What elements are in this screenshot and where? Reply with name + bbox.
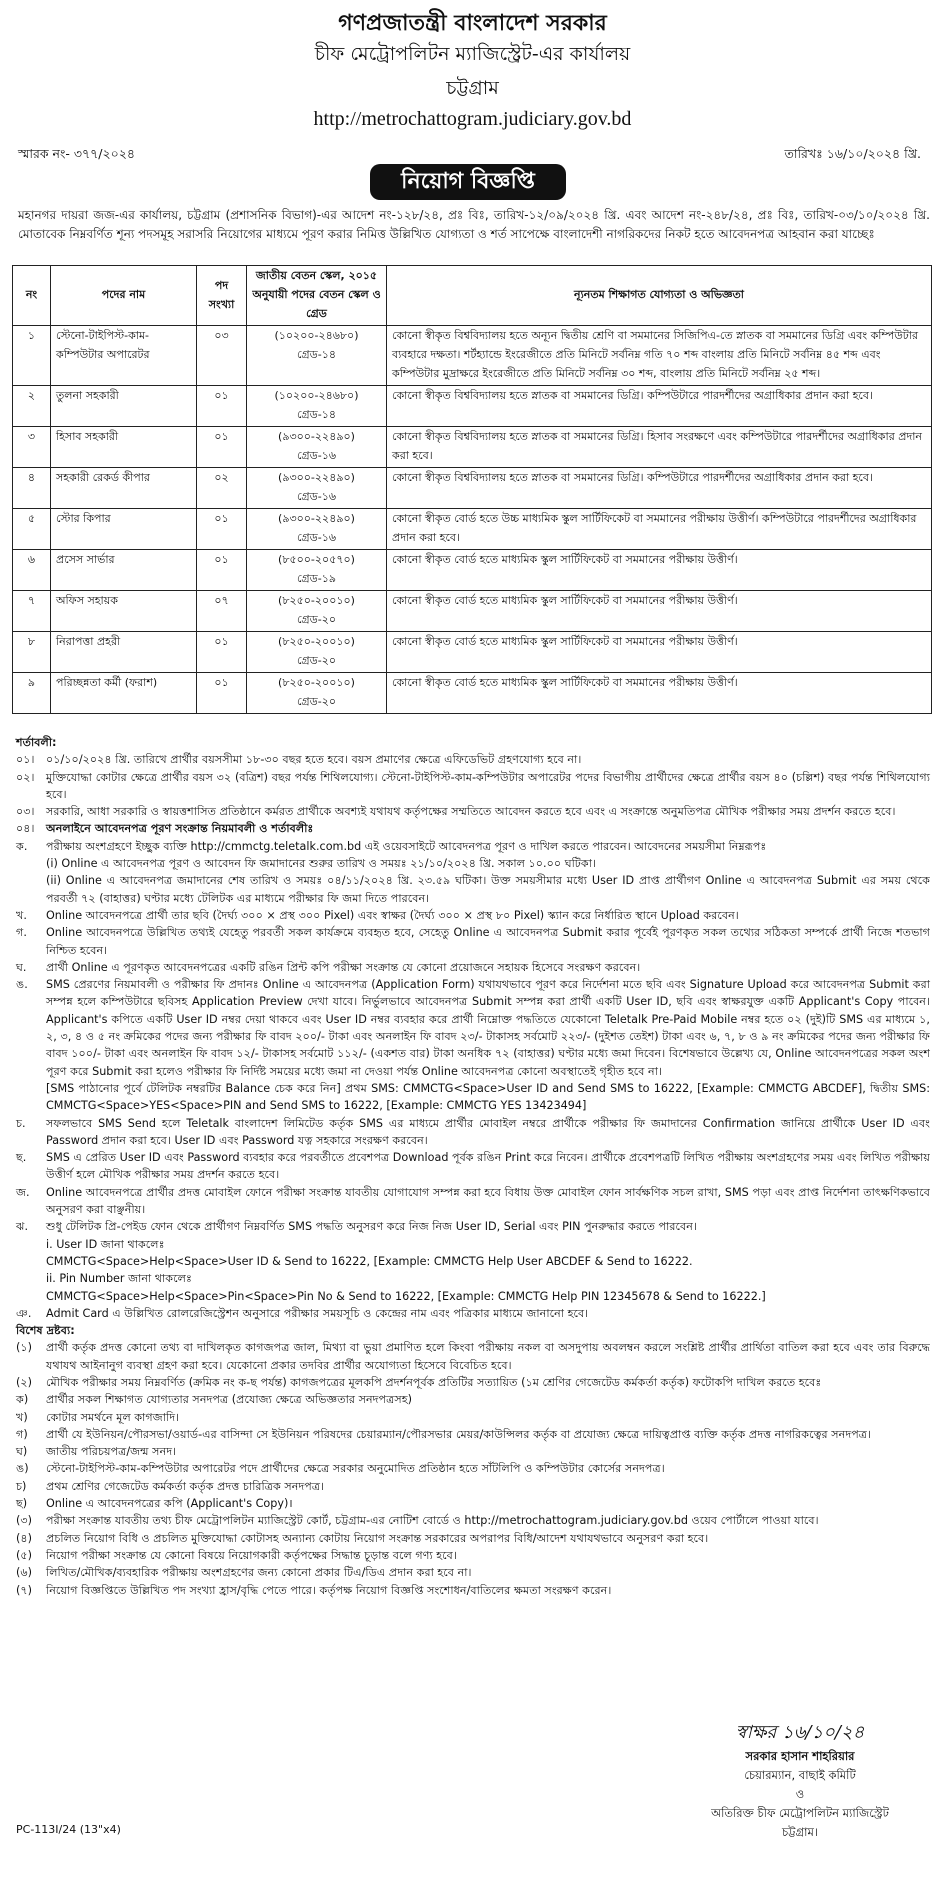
special-note-item-text: প্রার্থীর সকল শিক্ষাগত যোগ্যতার সনদপত্র (প্রযোজ্য ক্ষেত্রে অভিজ্ঞতার সনদপত্রসহ)	[46, 1393, 412, 1407]
condition-item-text: সরকারি, আধা সরকারি ও স্বায়ত্তশাসিত প্রতিষ্ঠানে কর্মরত প্রার্থীকে অবশ্যই যথাযথ কর্তৃপক্ষের সম্মতিতে আবেদন করতে হবে এবং এ সংক্রান্তে অনুমতিপত্র মৌখিক পরীক্ষার সময় প্রদর্শন করতে হবে।	[46, 805, 896, 819]
special-note-item	[16, 1495, 930, 1512]
cell-qualification: কোনো স্বীকৃত বিশ্ববিদ্যালয় হতে অন্যূন দ্বিতীয় শ্রেণি বা সমমানের সিজিপিএ-তে স্নাতক বা সমমানের ডিগ্রি এবং কম্পিউটার ব্যবহারে দক্ষতা। শর্টহ্যান্ডে ইংরেজীতে প্রতি মিনিটে সর্বনিম্ন গতি ৭০ শব্দ বাংলায় প্রতি মিনিটে সর্বনিম্ন ৪৫ শব্দ এবং কম্পিউটার মুদ্রাক্ষরে ইংরেজীতে প্রতি মিনিটে সর্বনিম্ন ৩০ শব্দ, বাংলায় প্রতি মিনিটে সর্বনিম্ন ২৫ শব্দ।	[387, 326, 932, 386]
cell-pay-scale	[247, 673, 387, 714]
cell-pay-scale	[247, 632, 387, 673]
signatory-conjunction: ও	[795, 1787, 805, 1801]
pay-scale-range: (৯৩০০-২২৪৯০)	[278, 430, 355, 443]
pay-grade: গ্রেড-২০	[296, 613, 337, 626]
online-rule-item-text: Admit Card এ উল্লিখিত রোলরেজিস্ট্রেশন অনুসারে পরীক্ষার সময়সূচি ও কেন্দ্রের নাম এবং পত্রিকার মাধ্যমে জানানো হবে।	[46, 1306, 589, 1320]
special-note-item-text: প্রার্থী কর্তৃক প্রদত্ত কোনো তথ্য বা দাখিলকৃত কাগজপত্র জাল, মিথ্যা বা ভুয়া প্রমাণিত হলে কিংবা পরীক্ষায় নকল বা অসদুপায় অবলম্বন করলে সংশ্লিষ্ট প্রার্থীর প্রার্থিতা বাতিল করা হবে এবং তার বিরুদ্ধে যথাযথ আইনানুগ ব্যবস্থা গ্রহণ করা হবে। যেকোনো প্রকার তদবির প্রার্থীর অযোগ্যতা হিসেবে বিবেচিত হবে।	[46, 1341, 930, 1372]
intro-paragraph: মহানগর দায়রা জজ-এর কার্যালয়, চট্টগ্রাম (প্রশাসনিক বিভাগ)-এর আদেশ নং-১২৮/২৪, প্রঃ বিঃ, তারিখ-১২/০৯/২০২৪ খ্রি. এবং আদেশ নং-২৪৮/২৪, প্রঃ বিঃ, তারিখ-০৩/১০/২০২৪ খ্রি. মোতাবেক নিম্নবর্ণিত শূন্য পদসমূহ সরাসরি নিয়োগের মাধ্যমে পূরণ করার নিমিত্ত উল্লিখিত যোগ্যতা ও শর্ত সাপেক্ষে বাংলাদেশী নাগরিকদের নিকট হতে আবেদনপত্র আহবান করা যাচ্ছেঃ	[18, 208, 930, 241]
pay-grade: গ্রেড-১৬	[296, 490, 337, 503]
condition-item-text: অনলাইনে আবেদনপত্র পূরণ সংক্রান্ত নিয়মাবলী ও শর্তাবলীঃ	[46, 822, 314, 836]
online-rule-item-text: Online আবেদনপত্রে প্রার্থী তার ছবি (দৈর্ঘ্য ৩০০ × প্রস্থ ৩০০ Pixel) এবং স্বাক্ষর (দৈর্ঘ্য ৩০০ × প্রস্থ ৮০ Pixel) স্ক্যান করে নির্ধারিত স্থানে Upload করবেন।	[46, 908, 739, 922]
special-note-item	[16, 1443, 930, 1460]
cell-pay-scale	[247, 468, 387, 509]
signatory-role-chairman: চেয়ারম্যান, বাছাই কমিটি	[744, 1768, 856, 1782]
special-notes-list	[16, 1339, 930, 1598]
special-note-item-number: (২)	[16, 1375, 33, 1389]
online-rule-item	[16, 976, 930, 1080]
online-rule-item	[16, 1236, 930, 1253]
cell-post-count: ০১	[197, 673, 247, 714]
special-note-item-text: নিয়োগ বিজ্ঞপ্তিতে উল্লিখিত পদ সংখ্যা হ্রাস/বৃদ্ধি পেতে পারে। কর্তৃপক্ষ নিয়োগ বিজ্ঞপ্তি সংশোধন/বাতিলের ক্ষমতা সংরক্ষণ করেন।	[46, 1583, 612, 1597]
online-rule-item	[16, 959, 930, 976]
online-rule-item-number: গ.	[16, 926, 27, 940]
special-note-item	[16, 1582, 930, 1599]
online-rule-item	[16, 1305, 930, 1322]
terms-section	[16, 734, 930, 1599]
online-rule-item-number: খ.	[16, 908, 27, 922]
pay-scale-range: (৯৩০০-২২৪৯০)	[278, 471, 355, 484]
pay-scale-range: (১০২০০-২৪৬৮০)	[274, 389, 359, 402]
special-note-item-number: (৪)	[16, 1531, 32, 1545]
special-note-item-text: মৌখিক পরীক্ষার সময় নিম্নবর্ণিত (ক্রমিক নং ক-ছ পর্যন্ত) কাগজপত্রের মূলকপি প্রদর্শনপূর্বক প্রতিটির সত্যায়িত (১ম শ্রেণির গেজেটেড কর্মকর্তা কর্তৃক) ফটোকপি দাখিল করতে হবেঃ	[46, 1375, 822, 1389]
cell-serial: ৩	[13, 427, 51, 468]
pay-scale-range: (৮২৫০-২০০১০)	[278, 676, 355, 689]
special-note-item-text: পরীক্ষা সংক্রান্ত যাবতীয় তথ্য চীফ মেট্রোপলিটন ম্যাজিস্ট্রেট কোর্ট, চট্টগ্রাম-এর নোটিশ বোর্ডে ও http://metrochattogram.judiciary.gov.bd ওয়েব পোর্টালে পাওয়া যাবে।	[46, 1514, 819, 1528]
online-rule-item-text: Online আবেদনপত্রে উল্লিখিত তথ্যই যেহেতু পরবর্তী সকল কার্যক্রমে ব্যবহৃত হবে, সেহেতু Online এ আবেদনপত্র Submit করার পূর্বেই পূরণকৃত সকল তথ্যের সঠিকতা সম্পর্কে প্রার্থী নিজে শতভাগ নিশ্চিত হবেন।	[46, 926, 930, 957]
online-rule-item	[16, 872, 930, 907]
online-rules-list	[16, 838, 930, 1322]
cell-post-count: ০৩	[197, 326, 247, 386]
special-note-item-number: গ)	[16, 1427, 28, 1441]
memo-number: স্মারক নং- ৩৭৭/২০২৪	[18, 146, 135, 161]
vacancy-row	[13, 632, 932, 673]
signatory-name: সরকার হাসান শাহরিয়ার	[745, 1749, 855, 1763]
pay-grade: গ্রেড-১৪	[296, 348, 337, 361]
special-note-item	[16, 1409, 930, 1426]
cell-qualification: কোনো স্বীকৃত বোর্ড হতে মাধ্যমিক স্কুল সার্টিফিকেট বা সমমানের পরীক্ষায় উত্তীর্ণ।	[387, 632, 932, 673]
cell-post-name: পরিচ্ছন্নতা কর্মী (ফরাশ)	[51, 673, 197, 714]
online-rule-item	[16, 855, 930, 872]
online-rule-item	[16, 1253, 930, 1270]
condition-item	[16, 820, 930, 837]
special-note-item-number: (১)	[16, 1341, 32, 1355]
signature-mark: স্বাক্ষর ১৬/১০/২৪	[735, 1722, 865, 1743]
col-header-qualification: ন্যূনতম শিক্ষাগত যোগ্যতা ও অভিজ্ঞতা	[387, 266, 932, 326]
pay-grade: গ্রেড-১৯	[296, 572, 337, 585]
online-rule-item	[16, 1270, 930, 1287]
condition-item	[16, 769, 930, 804]
online-rule-item-number: চ.	[16, 1116, 26, 1130]
online-rule-item	[16, 1184, 930, 1219]
vacancy-table-body	[13, 326, 932, 714]
condition-item	[16, 751, 930, 768]
notice-date: তারিখঃ ১৬/১০/২০২৪ খ্রি.	[784, 146, 921, 161]
special-note-item	[16, 1512, 930, 1529]
pay-grade: গ্রেড-১৬	[296, 449, 337, 462]
cell-post-name: স্টেনো-টাইপিস্ট-কাম-কম্পিউটার অপারেটর	[51, 326, 197, 386]
cell-serial: ১	[13, 326, 51, 386]
special-note-item-text: প্রার্থী যে ইউনিয়ন/পৌরসভা/ওয়ার্ড-এর বাসিন্দা সে ইউনিয়ন পরিষদের চেয়ারম্যান/পৌরসভার মেয়র/কাউন্সিলর কর্তৃক বা প্রযোজ্য ক্ষেত্রে দায়িত্বপ্রাপ্ত ব্যক্তি কর্তৃক প্রদত্ত নাগরিকত্বের সনদপত্র।	[46, 1427, 872, 1441]
conditions-title: শর্তাবলী:	[16, 736, 57, 749]
cell-serial: ৯	[13, 673, 51, 714]
cell-pay-scale	[247, 326, 387, 386]
cell-qualification: কোনো স্বীকৃত বোর্ড হতে মাধ্যমিক স্কুল সার্টিফিকেট বা সমমানের পরীক্ষায় উত্তীর্ণ।	[387, 550, 932, 591]
online-rule-item-text: পরীক্ষায় অংশগ্রহণে ইচ্ছুক ব্যক্তি http://cmmctg.teletalk.com.bd এই ওয়েবসাইটে আবেদনপত্র পূরণ ও দাখিল করতে পারবেন। আবেদনের সময়সীমা নিম্নরূপঃ	[46, 839, 767, 853]
online-rule-item	[16, 907, 930, 924]
special-note-item-number: চ)	[16, 1479, 27, 1493]
cell-post-count: ০১	[197, 509, 247, 550]
special-note-item-number: (৭)	[16, 1583, 33, 1597]
online-rule-item	[16, 1115, 930, 1150]
special-note-item-number: (৬)	[16, 1566, 33, 1580]
online-rule-item	[16, 1149, 930, 1184]
online-rule-item-text: সফলভাবে SMS Send হলে Teletalk বাংলাদেশ লিমিটেড কর্তৃক SMS এর মাধ্যমে প্রার্থীর মোবাইল নম্বরে প্রার্থীকে পরীক্ষার ফি জমাদানের Confirmation জানিয়ে প্রার্থীকে User ID এবং Password প্রদান করা হবে। User ID এবং Password যত্ন সহকারে সংরক্ষণ করবেন।	[46, 1116, 930, 1147]
vacancy-row	[13, 509, 932, 550]
condition-item-text: মুক্তিযোদ্ধা কোটার ক্ষেত্রে প্রার্থীর বয়স ৩২ (বত্রিশ) বছর পর্যন্ত শিথিলযোগ্য। স্টেনো-টাইপিস্ট-কাম-কম্পিউটার অপারেটর পদের বিভাগীয় প্রার্থীদের ক্ষেত্রে প্রার্থীর বয়স ৪০ (চল্লিশ) বছর পর্যন্ত শিথিলযোগ্য হবে।	[46, 770, 930, 801]
online-rule-item-text: প্রার্থী Online এ পূরণকৃত আবেদনপত্রের একটি রঙিন প্রিন্ট কপি পরীক্ষা সংক্রান্ত যে কোনো প্রয়োজনে সহায়ক হিসেবে সংরক্ষণ করবেন।	[46, 960, 641, 974]
special-note-item-text: নিয়োগ পরীক্ষা সংক্রান্ত যে কোনো বিষয়ে নিয়োগকারী কর্তৃপক্ষের সিদ্ধান্ত চূড়ান্ত বলে গণ্য হবে।	[46, 1548, 457, 1562]
office-title: চীফ মেট্রোপলিটন ম্যাজিস্ট্রেট-এর কার্যালয়	[314, 43, 631, 65]
special-note-item	[16, 1564, 930, 1581]
signatory-role-acmm: অতিরিক্ত চীফ মেট্রোপলিটন ম্যাজিস্ট্রেট	[711, 1806, 889, 1820]
online-rule-item-text: (i) Online এ আবেদনপত্র পূরণ ও আবেদন ফি জমাদানের শুরুর তারিখ ও সময়ঃ ২১/১০/২০২৪ খ্রি. সকাল ১০.০০ ঘটিকা।	[46, 857, 596, 871]
vacancy-row	[13, 468, 932, 509]
cell-post-name: নিরাপত্তা প্রহরী	[51, 632, 197, 673]
online-rule-item-text: শুধু টেলিটক প্রি-পেইড ফোন থেকে প্রার্থীগণ নিম্নবর্ণিত SMS পদ্ধতি অনুসরণ করে নিজ নিজ User ID, Serial এবং PIN পুনরুদ্ধার করতে পারবেন।	[46, 1220, 697, 1234]
cell-post-name: স্টোর কিপার	[51, 509, 197, 550]
cell-post-name: প্রসেস সার্ভার	[51, 550, 197, 591]
cell-post-count: ০১	[197, 632, 247, 673]
vacancy-row	[13, 673, 932, 714]
cell-serial: ৭	[13, 591, 51, 632]
online-rule-item-text: SMS প্রেরণের নিয়মাবলী ও পরীক্ষার ফি প্রদানঃ Online এ আবেদনপত্র (Application Form) যথাযথভাবে পূরণ করে নির্দেশনা মতে ছবি এবং Signature Upload করে আবেদনপত্র Submit করা সম্পন্ন হলে কম্পিউটারে ছবিসহ Application Preview দেখা যাবে। নির্ভুলভাবে আবেদনপত্র Submit সম্পন্ন করা প্রার্থী একটি User ID, ছবি এবং স্বাক্ষরযুক্ত একটি Applicant's Copy পাবেন। Applicant's কপিতে একটি User ID নম্বর দেয়া থাকবে এবং User ID নম্বর ব্যবহার করে প্রার্থী নিম্নোক্ত পদ্ধতিতে যেকোনো Teletalk Pre-Paid Mobile নম্বর হতে ০২ (দুই)টি SMS এর মাধ্যমে ১, ২, ৩, ৪ ও ৫ নং ক্রমিকের পদের জন্য পরীক্ষার ফি বাবদ ২০০/- টাকা এবং অনলাইন ফি বাবদ ২৩/- টাকাসহ সর্বমোট ২২৩/- (দুইশত তেইশ) টাকা এবং ৬, ৭, ৮ ও ৯ নং ক্রমিকের পদের জন্য পরীক্ষার ফি বাবদ ১০০/- টাকা এবং অনলাইন ফি বাবদ ১২/- টাকাসহ সর্বমোট ১১২/- (একশত বার) টাকা অনধিক ৭২ (বাহাত্তর) ঘণ্টার মধ্যে জমা দিবেন। বিশেষভাবে উল্লেখ্য যে, Online আবেদনপত্রের সকল অংশ পূরণ করে Submit করা হলেও পরীক্ষার ফি নির্দিষ্ট সময়ের মধ্যে জমা না দেওয়া পর্যন্ত Online আবেদনপত্র কোনো অবস্থাতেই গৃহীত হবে না।	[46, 978, 930, 1078]
special-note-item	[16, 1530, 930, 1547]
online-rule-item-number: ছ.	[16, 1151, 27, 1165]
special-note-item	[16, 1339, 930, 1374]
city-title: চট্টগ্রাম	[446, 77, 499, 99]
vacancy-table	[12, 265, 932, 714]
online-rule-item-number: জ.	[16, 1185, 30, 1199]
online-rule-item-text: CMMCTG<Space>Help<Space>Pin<Space>Pin No & Send to 16222, [Example: CMMCTG Help PIN 12345678 & Send to 16222.]	[46, 1289, 766, 1303]
vacancy-row	[13, 326, 932, 386]
pay-grade: গ্রেড-২০	[296, 654, 337, 667]
cell-qualification: কোনো স্বীকৃত বিশ্ববিদ্যালয় হতে স্নাতক বা সমমানের ডিগ্রি। কম্পিউটারে পারদর্শীদের অগ্রাধিকার প্রদান করা হবে।	[387, 386, 932, 427]
special-note-item-text: প্রথম শ্রেণির গেজেটেড কর্মকর্তা কর্তৃক প্রদত্ত চারিত্রিক সনদপত্র।	[46, 1479, 325, 1493]
condition-item-text: ০১/১০/২০২৪ খ্রি. তারিখে প্রার্থীর বয়সসীমা ১৮-৩০ বছর হতে হবে। বয়স প্রমাণের ক্ষেত্রে এফিডেভিট গ্রহণযোগ্য হবে না।	[46, 753, 582, 767]
condition-item	[16, 803, 930, 820]
col-header-post: পদের নাম	[51, 266, 197, 326]
col-header-count: পদ সংখ্যা	[197, 266, 247, 326]
conditions-list	[16, 751, 930, 837]
cell-pay-scale	[247, 427, 387, 468]
special-notes-title: বিশেষ দ্রষ্টব্য:	[16, 1324, 75, 1338]
special-note-item-text: লিখিত/মৌখিক/ব্যবহারিক পরীক্ষায় অংশগ্রহণের জন্য কোনো প্রকার টিএ/ডিএ প্রদান করা হবে না।	[46, 1566, 472, 1580]
online-rule-item-text: Online আবেদনপত্রে প্রার্থীর প্রদত্ত মোবাইল ফোনে পরীক্ষা সংক্রান্ত যাবতীয় যোগাযোগ সম্পন্ন করা হবে বিধায় উক্ত মোবাইল ফোন সার্বক্ষণিক সচল রাখা, SMS পড়া এবং প্রাপ্ত নির্দেশনা তাৎক্ষণিকভাবে অনুসরণ করা বাঞ্ছনীয়।	[46, 1185, 930, 1217]
pay-scale-range: (১০২০০-২৪৬৮০)	[274, 329, 359, 342]
online-rule-item-number: ঙ.	[16, 978, 28, 992]
website-link[interactable]: http://metrochattogram.judiciary.gov.bd	[313, 108, 632, 130]
special-note-item-number: (৫)	[16, 1548, 32, 1562]
cell-pay-scale	[247, 509, 387, 550]
special-note-item	[16, 1374, 930, 1391]
online-rule-item-text: SMS এ প্রেরিত User ID এবং Password ব্যবহার করে পরবর্তীতে প্রবেশপত্র Download পূর্বক রঙিন Print করে নিবেন। প্রার্থীকে প্রবেশপত্রটি লিখিত পরীক্ষায় অংশগ্রহণের সময় এবং লিখিত পরীক্ষায় উত্তীর্ণ হলে মৌখিক পরীক্ষার সময় প্রদর্শন করতে হবে।	[46, 1151, 930, 1182]
special-note-item	[16, 1426, 930, 1443]
cell-post-name: সহকারী রেকর্ড কীপার	[51, 468, 197, 509]
cell-post-name: তুলনা সহকারী	[51, 386, 197, 427]
vacancy-row	[13, 427, 932, 468]
cell-post-name: হিসাব সহকারী	[51, 427, 197, 468]
cell-serial: ২	[13, 386, 51, 427]
cell-post-count: ০১	[197, 550, 247, 591]
online-rule-item-number: ঞ.	[16, 1306, 32, 1320]
special-note-item-number: ক)	[16, 1393, 29, 1407]
condition-item-number: ০৪।	[16, 822, 35, 836]
col-header-no: নং	[13, 266, 51, 326]
special-note-item-number: ঙ)	[16, 1462, 29, 1476]
notice-title-badge: নিয়োগ বিজ্ঞপ্তি	[370, 164, 566, 200]
special-note-item	[16, 1547, 930, 1564]
online-rule-item-number: ঘ.	[16, 960, 27, 974]
pay-scale-range: (৯৩০০-২২৪৯০)	[278, 512, 355, 525]
online-rule-item	[16, 1080, 930, 1115]
pay-grade: গ্রেড-২০	[296, 695, 337, 708]
special-note-item-number: খ)	[16, 1410, 28, 1424]
cell-qualification: কোনো স্বীকৃত বোর্ড হতে উচ্চ মাধ্যমিক স্কুল সার্টিফিকেট বা সমমানের পরীক্ষায় উত্তীর্ণ। কম্পিউটারে পারদর্শীদের অগ্রাধিকার প্রদান করা হবে।	[387, 509, 932, 550]
vacancy-table-header	[13, 266, 932, 326]
condition-item-number: ০৩।	[16, 805, 35, 819]
cell-pay-scale	[247, 386, 387, 427]
cell-pay-scale	[247, 550, 387, 591]
vacancy-row	[13, 550, 932, 591]
special-note-item	[16, 1478, 930, 1495]
cell-post-count: ০১	[197, 427, 247, 468]
cell-serial: ৬	[13, 550, 51, 591]
special-note-item-text: প্রচলিত নিয়োগ বিধি ও প্রচলিত মুক্তিযোদ্ধা কোটাসহ অন্যান্য কোটায় নিয়োগ সংক্রান্ত সরকারের অপরাপর বিধি/আদেশ যথাযথভাবে অনুসরণ করা হবে।	[46, 1531, 709, 1545]
col-header-scale: জাতীয় বেতন স্কেল, ২০১৫ অনুযায়ী পদের বেতন স্কেল ও গ্রেড	[247, 266, 387, 326]
online-rule-item-text: CMMCTG<Space>Help<Space>User ID & Send to 16222, [Example: CMMCTG Help User ABCDEF & Send to 16222.	[46, 1254, 693, 1268]
cell-pay-scale	[247, 591, 387, 632]
online-rule-item-number: ঝ.	[16, 1220, 29, 1234]
condition-item-number: ০২।	[16, 770, 35, 784]
special-note-item-text: Online এ আবেদনপত্রের কপি (Applicant's Copy)।	[46, 1497, 293, 1511]
vacancy-row	[13, 591, 932, 632]
online-rule-item	[16, 838, 930, 855]
cell-post-count: ০১	[197, 386, 247, 427]
cell-post-count: ০২	[197, 468, 247, 509]
cell-qualification: কোনো স্বীকৃত বোর্ড হতে মাধ্যমিক স্কুল সার্টিফিকেট বা সমমানের পরীক্ষায় উত্তীর্ণ।	[387, 673, 932, 714]
online-rule-item-text: [SMS পাঠানোর পূর্বে টেলিটক নম্বরটির Balance চেক করে নিন] প্রথম SMS: CMMCTG<Space>User ID and Send SMS to 16222, [Example: CMMCTG ABCDEF], দ্বিতীয় SMS: CMMCTG<Space>YES<Space>PIN and Send SMS to 16222, [Example: CMMCTG YES 13423494]	[46, 1081, 930, 1113]
vacancy-row	[13, 386, 932, 427]
special-note-item	[16, 1391, 930, 1408]
online-rule-item	[16, 924, 930, 959]
cell-qualification: কোনো স্বীকৃত বিশ্ববিদ্যালয় হতে স্নাতক বা সমমানের ডিগ্রি। কম্পিউটারে পারদর্শীদের অগ্রাধিকার প্রদান করা হবে।	[387, 468, 932, 509]
cell-qualification: কোনো স্বীকৃত বিশ্ববিদ্যালয় হতে স্নাতক বা সমমানের ডিগ্রি। হিসাব সংরক্ষণে এবং কম্পিউটারে পারদর্শীদের অগ্রাধিকার প্রদান করা হবে।	[387, 427, 932, 468]
pay-grade: গ্রেড-১৪	[296, 408, 337, 421]
special-note-item-number: ছ)	[16, 1497, 28, 1511]
print-code: PC-113I/24 (13"x4)	[16, 1823, 121, 1836]
cell-post-name: অফিস সহায়ক	[51, 591, 197, 632]
special-note-item-text: কোটার সমর্থনে মূল কাগজাদি।	[46, 1410, 180, 1424]
online-rule-item	[16, 1288, 930, 1305]
pay-scale-range: (৮৫০০-২০৫৭০)	[278, 553, 355, 566]
special-note-item-text: স্টেনো-টাইপিস্ট-কাম-কম্পিউটার অপারেটর পদে প্রার্থীদের ক্ষেত্রে সরকার অনুমোদিত প্রতিষ্ঠান হতে সাঁটলিপি ও কম্পিউটার কোর্সের সনদপত্র।	[46, 1462, 665, 1476]
special-note-item-number: ঘ)	[16, 1445, 28, 1459]
pay-grade: গ্রেড-১৬	[296, 531, 337, 544]
special-note-item-text: জাতীয় পরিচয়পত্র/জন্ম সনদ।	[46, 1445, 177, 1459]
gov-title: গণপ্রজাতন্ত্রী বাংলাদেশ সরকার	[338, 11, 607, 36]
online-rule-item-text: i. User ID জানা থাকলেঃ	[46, 1237, 165, 1251]
online-rule-item-number: ক.	[16, 839, 28, 853]
pay-scale-range: (৮২৫০-২০০১০)	[278, 594, 355, 607]
cell-serial: ৪	[13, 468, 51, 509]
online-rule-item-text: (ii) Online এ আবেদনপত্র জমাদানের শেষ তারিখ ও সময়ঃ ০৪/১১/২০২৪ খ্রি. ২৩.৫৯ ঘটিকা। উক্ত সময়সীমার মধ্যে User ID প্রাপ্ত প্রার্থীগণ Online এ আবেদনপত্র Submit এর সময় থেকে পরবর্তী ৭২ (বাহাত্তর) ঘণ্টার মধ্যে টেলিটক এর মাধ্যমে পরীক্ষার ফি জমা দিতে পারবেন।	[46, 874, 930, 905]
cell-qualification: কোনো স্বীকৃত বোর্ড হতে মাধ্যমিক স্কুল সার্টিফিকেট বা সমমানের পরীক্ষায় উত্তীর্ণ।	[387, 591, 932, 632]
online-rule-item-text: ii. Pin Number জানা থাকলেঃ	[46, 1272, 192, 1286]
condition-item-number: ০১।	[16, 753, 35, 767]
special-note-item	[16, 1460, 930, 1477]
cell-serial: ৫	[13, 509, 51, 550]
signatory-place: চট্টগ্রাম।	[782, 1825, 818, 1839]
signature-block	[680, 1718, 920, 1843]
cell-serial: ৮	[13, 632, 51, 673]
special-note-item-number: (৩)	[16, 1514, 33, 1528]
cell-post-count: ০৭	[197, 591, 247, 632]
pay-scale-range: (৮২৫০-২০০১০)	[278, 635, 355, 648]
online-rule-item	[16, 1218, 930, 1235]
